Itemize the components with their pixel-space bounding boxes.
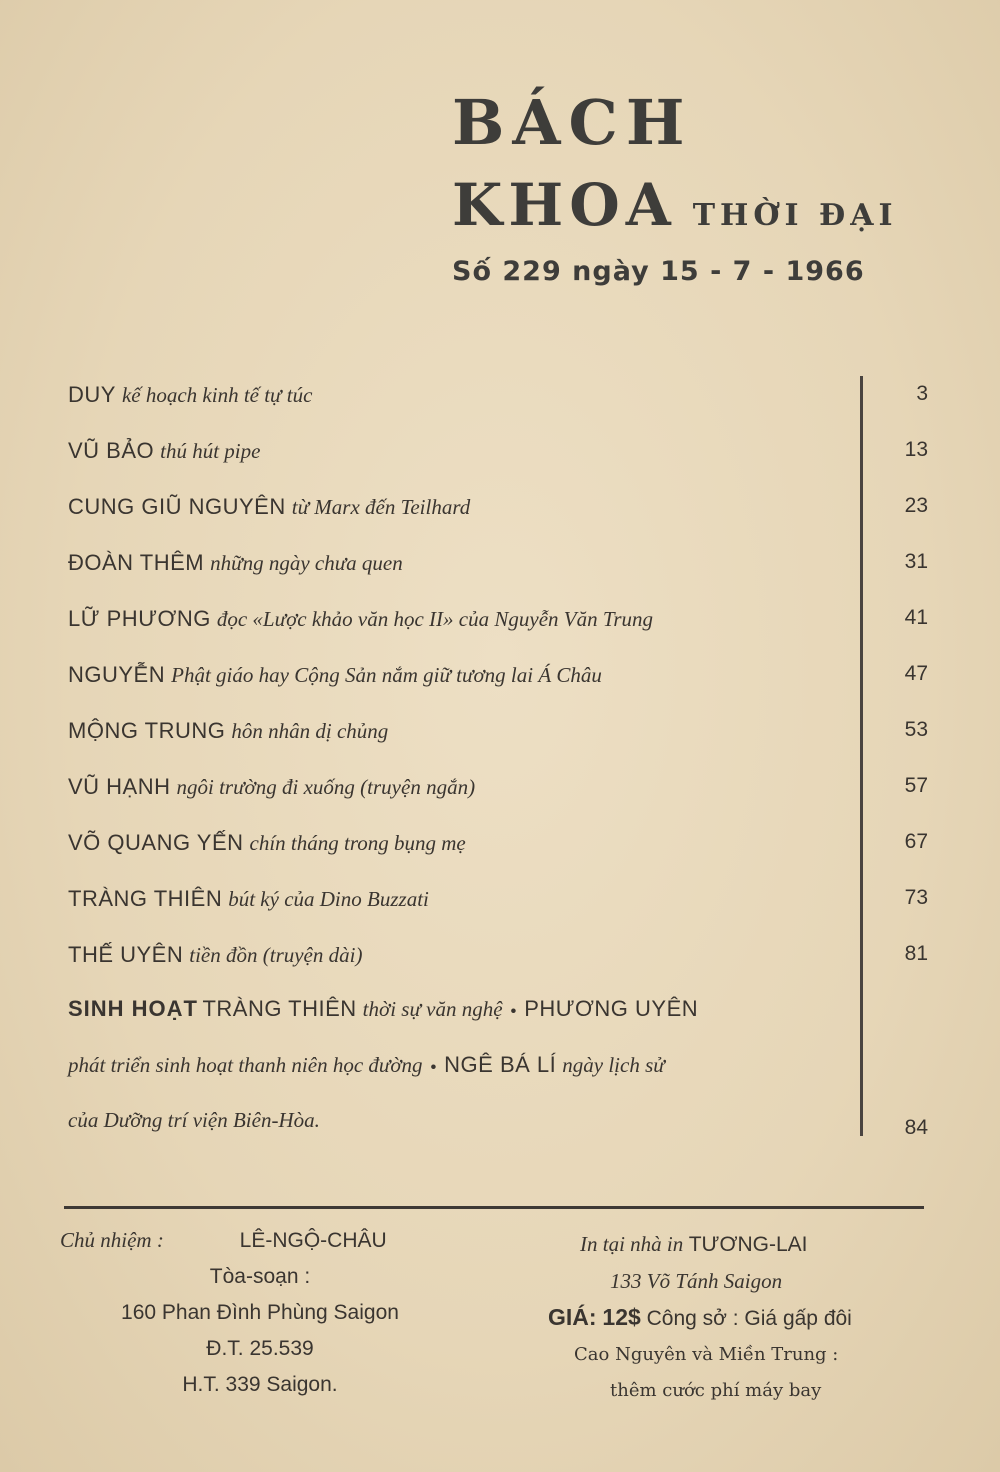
toc-title: chín tháng trong bụng mẹ (249, 831, 466, 855)
toc-title: ngày lịch sử (562, 1053, 665, 1077)
toc-entry[interactable] (68, 774, 938, 814)
masthead-title-bach: BÁCH (452, 86, 693, 159)
editor-line (60, 1222, 480, 1259)
toc-entry[interactable] (68, 830, 938, 870)
toc-author: VŨ BẢO (68, 438, 155, 463)
masthead-subtitle: THỜI ĐẠI (692, 198, 898, 233)
toc-author: DUY (68, 382, 116, 407)
toc-author: TRÀNG THIÊN (202, 996, 357, 1021)
toc-title: thú hút pipe (160, 439, 261, 463)
printer-prefix: In tại nhà in (580, 1232, 684, 1256)
office-address: 160 Phan Đình Phùng Saigon (121, 1301, 399, 1324)
toc-title: bút ký của Dino Buzzati (228, 887, 429, 911)
printer-info (540, 1226, 960, 1409)
toc-page-number: 67 (904, 830, 928, 853)
bullet-separator: • (510, 1003, 517, 1020)
issue-line: Số 229 ngày 15 - 7 - 1966 (452, 256, 865, 287)
price-value: 12$ (602, 1304, 641, 1330)
toc-page-number: 84 (904, 1116, 928, 1139)
editor-name: LÊ-NGỘ-CHÂU (239, 1229, 387, 1252)
price-note: Công sở : Giá gấp đôi (646, 1307, 852, 1330)
office-phone: Đ.T. 25.539 (206, 1337, 314, 1360)
toc-entry[interactable] (68, 550, 938, 590)
toc-title: thời sự văn nghệ (362, 997, 503, 1021)
toc-author: VÕ QUANG YẾN (68, 830, 244, 855)
toc-title: ngôi trường đi xuống (truyện ngắn) (176, 775, 476, 799)
toc-entry[interactable] (68, 382, 938, 422)
toc-title: tiền đồn (truyện dài) (189, 943, 363, 967)
publisher-info (60, 1222, 480, 1403)
toc-author: THẾ UYÊN (68, 942, 184, 967)
toc-entry[interactable] (68, 886, 938, 926)
toc-page-number: 81 (904, 942, 928, 965)
toc-entry[interactable] (68, 942, 938, 982)
editor-label: Chủ nhiệm : (60, 1228, 164, 1252)
toc-page-number: 53 (904, 718, 928, 741)
office-label: Tòa-soạn : (209, 1265, 311, 1288)
sinh-hoat-line-2[interactable] (68, 1052, 938, 1092)
region-note: Cao Nguyên và Miền Trung : (574, 1344, 839, 1365)
toc-entry[interactable] (68, 438, 938, 478)
printer-line (540, 1226, 960, 1263)
toc-title: kế hoạch kinh tế tự túc (121, 383, 313, 407)
sinh-hoat-label: SINH HOẠT (68, 996, 198, 1021)
toc-page-number: 57 (904, 774, 928, 797)
toc-title: hôn nhân dị chủng (231, 719, 389, 743)
masthead-title-row (452, 171, 952, 242)
toc-title: những ngày chưa quen (210, 551, 403, 575)
toc-title: của Dưỡng trí viện Biên-Hòa. (68, 1108, 320, 1132)
printer-name: TƯƠNG-LAI (688, 1233, 808, 1256)
toc-page-number: 3 (916, 382, 928, 405)
toc-page-number: 47 (904, 662, 928, 685)
printer-address: 133 Võ Tánh Saigon (610, 1269, 783, 1293)
sinh-hoat-line-1[interactable] (68, 996, 938, 1036)
toc-author: CUNG GIŨ NGUYÊN (68, 494, 286, 519)
toc-author: LỮ PHƯƠNG (68, 606, 211, 631)
toc-author: TRÀNG THIÊN (68, 886, 223, 911)
bullet-separator: • (430, 1059, 437, 1076)
toc-author: NGUYỄN (68, 662, 166, 687)
toc-entry[interactable] (68, 718, 938, 758)
toc-title: phát triển sinh hoạt thanh niên học đường (68, 1053, 423, 1077)
masthead (452, 86, 952, 287)
toc-page-number: 73 (904, 886, 928, 909)
toc-author: VŨ HẠNH (68, 774, 171, 799)
toc-title: Phật giáo hay Cộng Sản nắm giữ tương lai Á Châu (171, 663, 602, 687)
sinh-hoat-line-3[interactable] (68, 1108, 938, 1148)
toc-author: MỘNG TRUNG (68, 718, 226, 743)
price-label: GIÁ: (548, 1304, 597, 1330)
toc-page-number: 31 (904, 550, 928, 573)
toc-page-number: 41 (904, 606, 928, 629)
toc-title: từ Marx đến Teilhard (291, 495, 471, 519)
masthead-title-khoa: KHOA (452, 171, 677, 239)
toc-author: ĐOÀN THÊM (68, 550, 205, 575)
toc-author: PHƯƠNG UYÊN (524, 996, 699, 1021)
toc-title: đọc «Lược khảo văn học II» của Nguyễn Văn Trung (216, 607, 654, 631)
price-line (540, 1299, 960, 1337)
airfare-note: thêm cước phí máy bay (610, 1380, 822, 1401)
toc-entry[interactable] (68, 494, 938, 534)
toc-entry[interactable] (68, 606, 938, 646)
footer-rule (64, 1206, 924, 1209)
toc-page-number: 13 (904, 438, 928, 461)
toc-page-number: 23 (904, 494, 928, 517)
office-pobox: H.T. 339 Saigon. (182, 1373, 338, 1396)
toc-entry[interactable] (68, 662, 938, 702)
toc-author: NGÊ BÁ LÍ (444, 1052, 557, 1077)
